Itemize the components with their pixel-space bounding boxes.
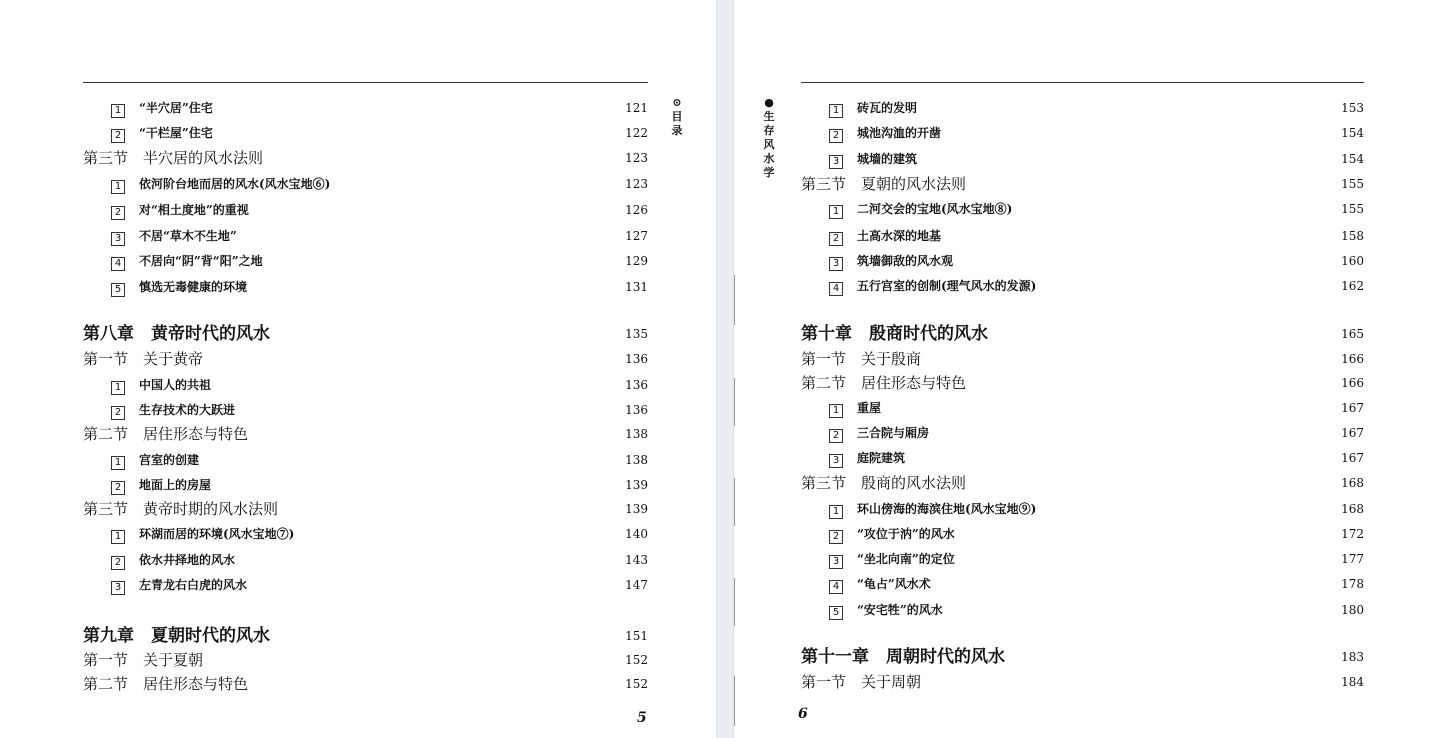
- item-number-box: 1: [111, 456, 125, 470]
- left-page: [0, 0, 716, 738]
- toc-page-number: 158: [1341, 229, 1364, 243]
- toc-entry-text: [801, 647, 1005, 667]
- toc-section: [83, 424, 648, 444]
- toc-item: [83, 174, 648, 194]
- toc-entry-text: [801, 373, 966, 393]
- toc-section: [801, 473, 1364, 493]
- page-number: 6: [798, 706, 808, 722]
- toc-item: [83, 400, 648, 420]
- toc-item: [801, 600, 1364, 620]
- toc-entry-text: [111, 524, 294, 544]
- toc-title: 第九章 夏朝时代的风水: [83, 626, 270, 646]
- scan-artifact-line: [734, 676, 735, 726]
- toc-entry-text: [83, 148, 263, 168]
- toc-item: [83, 251, 648, 271]
- toc-title: “攻位于汭”的风水: [857, 527, 955, 541]
- toc-title: 第二节 居住形态与特色: [83, 675, 249, 693]
- toc-title: 砖瓦的发明: [857, 101, 918, 115]
- toc-title: 第三节 殷商的风水法则: [801, 474, 967, 492]
- item-number-box: 1: [829, 104, 843, 118]
- toc-entry-text: [111, 277, 247, 297]
- toc-entry-text: [829, 98, 917, 118]
- toc-title: 第十章 殷商时代的风水: [801, 324, 988, 344]
- toc-page-number: 160: [1341, 254, 1364, 268]
- toc-entry-text: [801, 672, 921, 692]
- toc-page-number: 155: [1341, 202, 1364, 216]
- toc-page-number: 123: [625, 177, 648, 191]
- toc-item: [801, 199, 1364, 219]
- toc-chapter: [801, 324, 1364, 344]
- toc-title: 依水井择地的风水: [139, 553, 236, 567]
- toc-entry-text: [829, 448, 905, 468]
- toc-entry-text: [111, 550, 235, 570]
- toc-entry-text: [111, 450, 199, 470]
- toc-title: “龟占”风水术: [857, 577, 931, 591]
- item-number-box: 1: [111, 530, 125, 544]
- item-number-box: 1: [111, 381, 125, 395]
- toc-title: 环山傍海的海滨住地(风水宝地⑨): [857, 502, 1037, 516]
- toc-item: [83, 200, 648, 220]
- toc-entry-text: [829, 499, 1036, 519]
- toc-page-number: 167: [1341, 426, 1364, 440]
- toc-page-number: 138: [625, 427, 648, 441]
- toc-entry-text: [83, 674, 248, 694]
- scan-artifact-line: [734, 578, 735, 626]
- toc-page-number: 131: [625, 280, 648, 294]
- toc-item: [801, 276, 1364, 296]
- toc-title: 重屋: [857, 401, 882, 415]
- toc-entry-text: [111, 400, 235, 420]
- toc-item: [83, 375, 648, 395]
- toc-item: [801, 423, 1364, 443]
- page-gutter: [716, 0, 734, 738]
- item-number-box: 3: [829, 155, 843, 169]
- toc-page-number: 123: [625, 151, 648, 165]
- toc-title: 第三节 黄帝时期的风水法则: [83, 500, 279, 518]
- toc-section: [801, 373, 1364, 393]
- toc-page-number: 143: [625, 553, 648, 567]
- toc-entry-text: [801, 473, 966, 493]
- toc-title: “安宅牲”的风水: [857, 603, 943, 617]
- right-page: [734, 0, 1450, 738]
- toc-entry-text: [111, 575, 247, 595]
- toc-item: [801, 448, 1364, 468]
- toc-page-number: 139: [625, 502, 648, 516]
- toc-entry-text: [83, 324, 270, 344]
- toc-title: 第一节 关于殷商: [801, 350, 922, 368]
- toc-title: 城池沟洫的开凿: [857, 126, 942, 140]
- toc-title: 宫室的创建: [139, 453, 200, 467]
- toc-page-number: 139: [625, 478, 648, 492]
- toc-page-number: 129: [625, 254, 648, 268]
- toc-page-number: 127: [625, 229, 648, 243]
- toc-item: [83, 226, 648, 246]
- toc-title: 筑墙御敌的风水观: [857, 254, 954, 268]
- item-number-box: 4: [829, 282, 843, 296]
- item-number-box: 3: [829, 555, 843, 569]
- toc-entry-text: [111, 375, 211, 395]
- toc-page-number: 178: [1341, 577, 1364, 591]
- toc-item: [83, 475, 648, 495]
- toc-item: [801, 98, 1364, 118]
- toc-entry-text: [829, 423, 929, 443]
- toc-item: [83, 450, 648, 470]
- item-number-box: 4: [111, 257, 125, 271]
- toc-title: 依河阶台地而居的风水(风水宝地⑥): [139, 177, 331, 191]
- toc-page-number: 180: [1341, 603, 1364, 617]
- toc-page-number: 122: [625, 126, 648, 140]
- toc-page-number: 168: [1341, 476, 1364, 490]
- toc-entry-text: [829, 600, 943, 620]
- toc-page-number: 167: [1341, 401, 1364, 415]
- item-number-box: 1: [829, 205, 843, 219]
- toc-section: [801, 672, 1364, 692]
- toc-page-number: 162: [1341, 279, 1364, 293]
- toc-item: [83, 550, 648, 570]
- item-number-box: 1: [111, 104, 125, 118]
- toc-title: 城墙的建筑: [857, 152, 918, 166]
- toc-entry-text: [111, 475, 211, 495]
- toc-title: 二河交会的宝地(风水宝地⑧): [857, 202, 1013, 216]
- toc-entry-text: [829, 574, 931, 594]
- side-label: ●生存风水学: [763, 96, 775, 179]
- item-number-box: 3: [829, 257, 843, 271]
- toc-item: [801, 251, 1364, 271]
- toc-entry-text: [83, 424, 248, 444]
- toc-chapter: [801, 647, 1364, 667]
- toc-title: 第二节 居住形态与特色: [83, 425, 249, 443]
- toc-title: 地面上的房屋: [139, 478, 212, 492]
- toc-page-number: 166: [1341, 376, 1364, 390]
- top-rule: [83, 82, 648, 83]
- item-number-box: 2: [829, 429, 843, 443]
- toc-item: [83, 98, 648, 118]
- item-number-box: 5: [111, 283, 125, 297]
- toc-title: 生存技术的大跃进: [139, 403, 236, 417]
- toc-entry-text: [801, 324, 988, 344]
- toc-section: [83, 148, 648, 168]
- toc-title: 第十一章 周朝时代的风水: [801, 647, 1005, 667]
- toc-page-number: 152: [625, 677, 648, 691]
- toc-entry-text: [829, 199, 1012, 219]
- toc-title: 慎选无毒健康的环境: [139, 280, 248, 294]
- toc-title: 土高水深的地基: [857, 229, 942, 243]
- toc-page-number: 184: [1341, 675, 1364, 689]
- toc-title: 庭院建筑: [857, 451, 906, 465]
- toc-title: 中国人的共祖: [139, 378, 212, 392]
- toc-page-number: 154: [1341, 126, 1364, 140]
- toc-entry-text: [83, 626, 270, 646]
- toc-page-number: 172: [1341, 527, 1364, 541]
- toc-page-number: 136: [625, 352, 648, 366]
- toc-page-number: 151: [625, 629, 648, 643]
- toc-title: 第三节 夏朝的风水法则: [801, 175, 967, 193]
- toc-entry-text: [111, 174, 330, 194]
- toc-entry-text: [111, 200, 249, 220]
- toc-page-number: 138: [625, 453, 648, 467]
- toc-title: 左青龙右白虎的风水: [139, 578, 248, 592]
- top-rule: [801, 82, 1364, 83]
- toc-item: [801, 549, 1364, 569]
- toc-entry-text: [829, 123, 941, 143]
- toc-title: 环湖而居的环境(风水宝地⑦): [139, 527, 295, 541]
- item-number-box: 2: [829, 530, 843, 544]
- toc-entry-text: [829, 251, 953, 271]
- toc-title: 第八章 黄帝时代的风水: [83, 324, 270, 344]
- toc-page-number: 177: [1341, 552, 1364, 566]
- toc-section: [801, 174, 1364, 194]
- item-number-box: 1: [829, 404, 843, 418]
- item-number-box: 1: [111, 180, 125, 194]
- item-number-box: 3: [111, 581, 125, 595]
- toc-page-number: 165: [1341, 327, 1364, 341]
- item-number-box: 2: [111, 556, 125, 570]
- toc-entry-text: [111, 123, 213, 143]
- item-number-box: 2: [111, 406, 125, 420]
- toc-title: 第三节 半穴居的风水法则: [83, 149, 264, 167]
- item-number-box: 2: [829, 232, 843, 246]
- scan-artifact-line: [734, 478, 735, 526]
- toc-title: “半穴居”住宅: [139, 101, 213, 115]
- toc-title: “坐北向南”的定位: [857, 552, 955, 566]
- toc-entry-text: [801, 349, 921, 369]
- toc-item: [83, 123, 648, 143]
- toc-item: [83, 524, 648, 544]
- toc-page-number: 183: [1341, 650, 1364, 664]
- toc-item: [83, 277, 648, 297]
- toc-title: 不居向“阴”背“阳”之地: [139, 254, 263, 268]
- item-number-box: 3: [829, 454, 843, 468]
- page-number: 5: [637, 710, 647, 726]
- toc-item: [801, 524, 1364, 544]
- toc-page-number: 155: [1341, 177, 1364, 191]
- toc-item: [801, 149, 1364, 169]
- toc-page-number: 153: [1341, 101, 1364, 115]
- scan-artifact-line: [734, 275, 735, 325]
- toc-page-number: 152: [625, 653, 648, 667]
- toc-item: [801, 499, 1364, 519]
- toc-entry-text: [829, 524, 955, 544]
- item-number-box: 2: [111, 206, 125, 220]
- toc-entry-text: [829, 549, 955, 569]
- toc-title: 第二节 居住形态与特色: [801, 374, 967, 392]
- toc-item: [801, 123, 1364, 143]
- toc-page-number: 166: [1341, 352, 1364, 366]
- side-label: ⊙目录: [671, 96, 683, 137]
- item-number-box: 5: [829, 606, 843, 620]
- toc-item: [83, 575, 648, 595]
- toc-title: 第一节 关于黄帝: [83, 350, 204, 368]
- toc-entry-text: [111, 251, 263, 271]
- toc-page-number: 140: [625, 527, 648, 541]
- toc-item: [801, 398, 1364, 418]
- toc-title: 五行宫室的创制(理气风水的发源): [857, 279, 1037, 293]
- toc-entry-text: [111, 226, 237, 246]
- toc-item: [801, 574, 1364, 594]
- toc-entry-text: [829, 276, 1036, 296]
- toc-entry-text: [829, 226, 941, 246]
- toc-title: “干栏屋”住宅: [139, 126, 213, 140]
- toc-title: 三合院与厢房: [857, 426, 930, 440]
- item-number-box: 3: [111, 232, 125, 246]
- toc-entry-text: [829, 398, 881, 418]
- toc-section: [83, 349, 648, 369]
- toc-title: 第一节 关于周朝: [801, 673, 922, 691]
- toc-title: 对“相土度地”的重视: [139, 203, 249, 217]
- toc-section: [83, 499, 648, 519]
- toc-section: [83, 674, 648, 694]
- toc-chapter: [83, 626, 648, 646]
- toc-page-number: 168: [1341, 502, 1364, 516]
- scan-artifact-line: [734, 378, 735, 426]
- toc-section: [83, 650, 648, 670]
- toc-page-number: 147: [625, 578, 648, 592]
- toc-page-number: 136: [625, 378, 648, 392]
- item-number-box: 1: [829, 505, 843, 519]
- toc-entry-text: [829, 149, 917, 169]
- toc-page-number: 136: [625, 403, 648, 417]
- toc-title: 第一节 关于夏朝: [83, 651, 204, 669]
- toc-page-number: 135: [625, 327, 648, 341]
- toc-item: [801, 226, 1364, 246]
- toc-title: 不居“草木不生地”: [139, 229, 237, 243]
- toc-section: [801, 349, 1364, 369]
- item-number-box: 4: [829, 580, 843, 594]
- toc-entry-text: [801, 174, 966, 194]
- toc-entry-text: [83, 349, 203, 369]
- item-number-box: 2: [829, 129, 843, 143]
- toc-page-number: 154: [1341, 152, 1364, 166]
- toc-entry-text: [111, 98, 213, 118]
- toc-page-number: 121: [625, 101, 648, 115]
- toc-page-number: 167: [1341, 451, 1364, 465]
- toc-entry-text: [83, 650, 203, 670]
- item-number-box: 2: [111, 129, 125, 143]
- toc-chapter: [83, 324, 648, 344]
- item-number-box: 2: [111, 481, 125, 495]
- toc-page-number: 126: [625, 203, 648, 217]
- toc-entry-text: [83, 499, 278, 519]
